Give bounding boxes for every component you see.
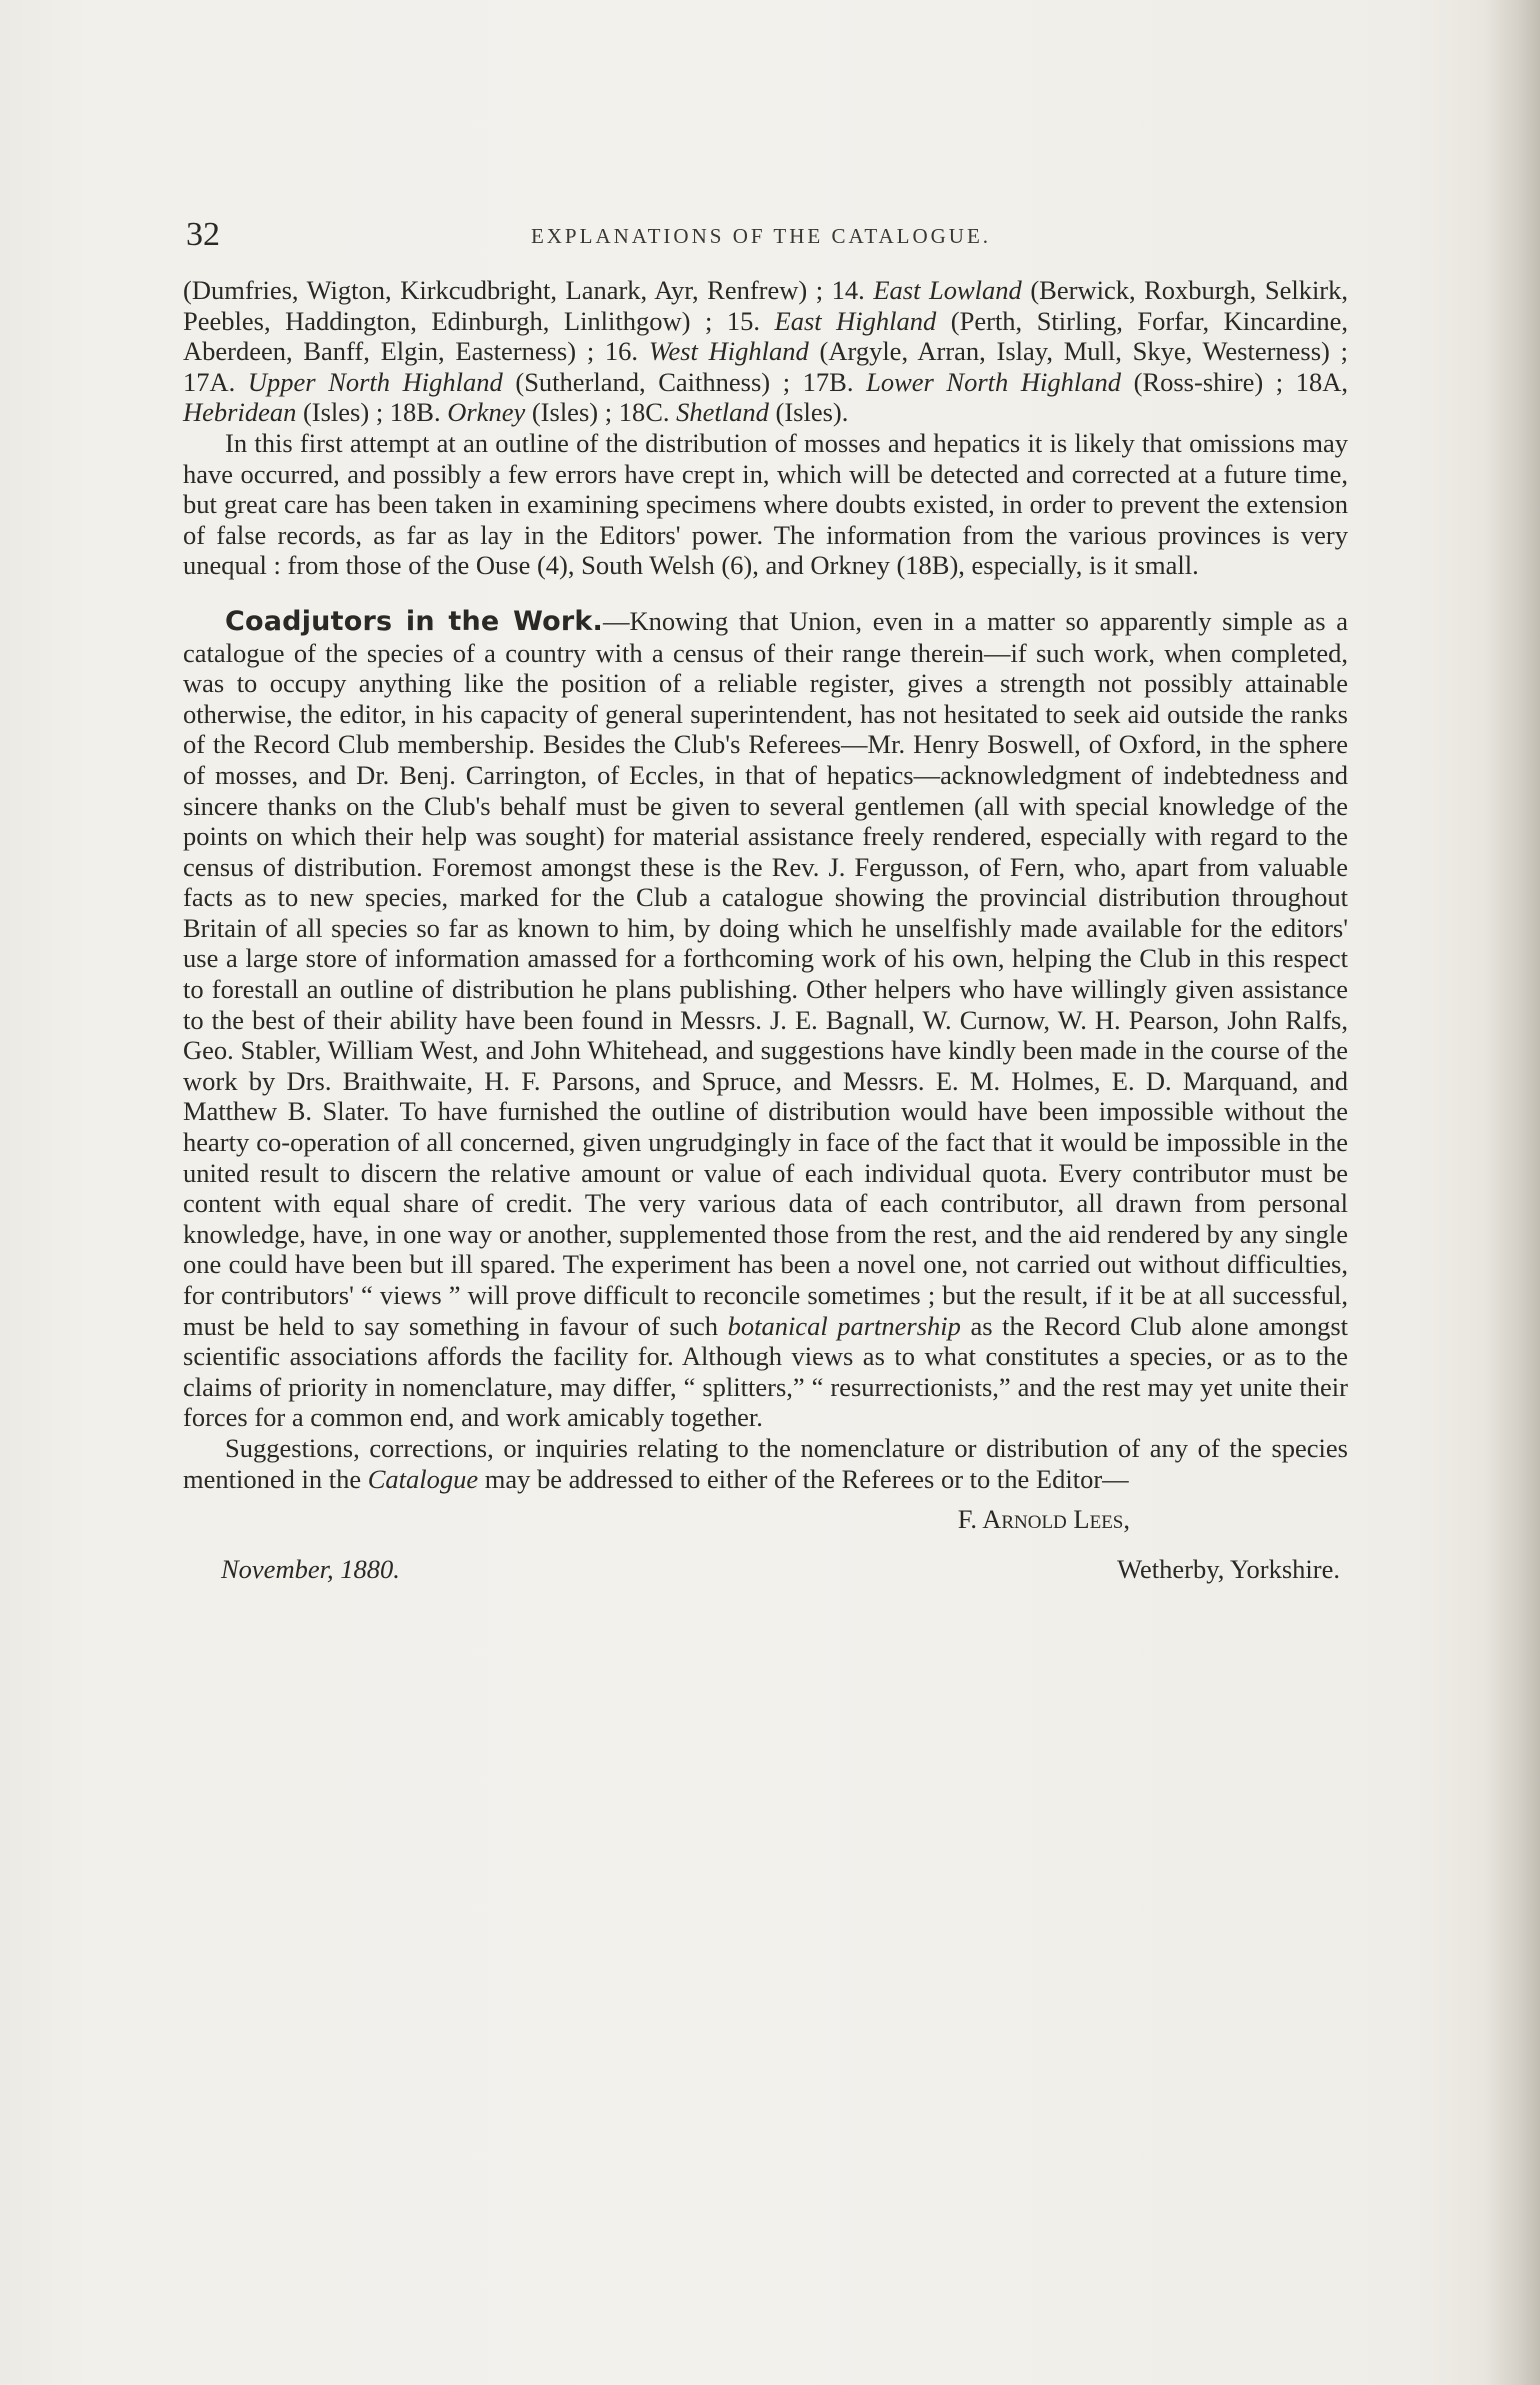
header-title: EXPLANATIONS OF THE CATALOGUE. bbox=[530, 224, 992, 248]
paragraph-suggestions: Suggestions, corrections, or inquiries relating to the nomenclature or distribution of any of the species mentioned in the Catalogue may be addressed to either of the Referees or to the Editor— bbox=[183, 1432, 1348, 1494]
page-number: 32 bbox=[186, 216, 220, 253]
body-text bbox=[183, 275, 1348, 1604]
paragraph-provinces: (Dumfries, Wigton, Kirkcudbright, Lanark, Ayr, Renfrew) ; 14. East Lowland (Berwick, Roxburgh, Selkirk, Peebles, Haddington, Edinburgh, Linlithgow) ; 15. East Highland (Perth, Stirling, Forfar, Kincardine, Aberdeen, Banff, Elgin, Easterness) ; 16. West Highland (Argyle, Arran, Islay, Mull, Skye, Westerness) ; 17A. Upper North Highland (Sutherland, Caithness) ; 17B. Lower North Highland (Ross-shire) ; 18A, Hebridean (Isles) ; 18B. Orkney (Isles) ; 18C. Shetland (Isles). bbox=[183, 275, 1349, 428]
signature-date: November, 1880. bbox=[221, 1554, 400, 1585]
signature-block bbox=[183, 1504, 1348, 1604]
paragraph-first-attempt: In this first attempt at an outline of the distribution of mosses and hepatics it is likely that omissions may have occurred, and possibly a few errors have crept in, which will be detected and corrected at a future time, but great care has been taken in examining specimens where doubts existed, in order to prevent the extension of false records, as far as lay in the Editors' power. The information from the various provinces is very unequal : from those of the Ouse (4), South Welsh (6), and Orkney (18B), especially, is it small. bbox=[183, 427, 1348, 581]
section-heading: Coadjutors in the Work. bbox=[225, 605, 603, 637]
running-head bbox=[186, 215, 1336, 255]
signature-place: Wetherby, Yorkshire. bbox=[1117, 1554, 1340, 1585]
page-edge-shadow bbox=[1484, 0, 1540, 2385]
paragraph-coadjutors: Coadjutors in the Work.—Knowing that Union, even in a matter so apparently simple as a catalogue of the species of a country with a census of their range therein—if such work, when completed, was to occupy anything like the position of a reliable register, gives a strength not possibly attainable otherwise, the editor, in his capacity of general superintendent, has not hesitated to seek aid outside the ranks of the Record Club membership. Besides the Club's Referees—Mr. Henry Boswell, of Oxford, in the sphere of mosses, and Dr. Benj. Carrington, of Eccles, in that of hepatics—acknowledgment of indebtedness and sincere thanks on the Club's behalf must be given to several gentlemen (all with special knowledge of the points on which their help was sought) for material assistance freely rendered, especially with regard to the census of distribution. Foremost amongst these is the Rev. J. Fergusson, of Fern, who, apart from valuable facts as to new species, marked for the Club a catalogue showing the provincial distribution throughout Britain of all species so far as known to him, by doing which he unselfishly made available for the editors' use a large store of information amassed for a forthcoming work of his own, helping the Club in this respect to forestall an outline of distribution he plans publishing. Other helpers who have willingly given assistance to the best of their ability have been found in Messrs. J. E. Bagnall, W. Curnow, W. H. Pearson, John Ralfs, Geo. Stabler, William West, and John Whitehead, and suggestions have kindly been made in the course of the work by Drs. Braithwaite, H. F. Parsons, and Spruce, and Messrs. E. M. Holmes, E. D. Marquand, and Matthew B. Slater. To have furnished the outline of distribution would have been impossible without the hearty co-operation of all concerned, given ungrudgingly in face of the fact that it would be impossible in the united result to discern the relative amount or value of each individual quota. Every contributor must be content with equal share of credit. The very various data of each contributor, all drawn from personal knowledge, have, in one way or another, supplemented those from the rest, and the aid rendered by any single one could have been but ill spared. The experiment has been a novel one, not carried out without difficulties, for contributors' “ views ” will prove difficult to reconcile sometimes ; but the result, if it be at all successful, must be held to say something in favour of such botanical partnership as the Record Club alone amongst scientific associations affords the facility for. Although views as to what constitutes a species, or as to the claims of priority in nomenclature, may differ, “ splitters,” “ resurrectionists,” and the rest may yet unite their forces for a common end, and work amicably together. bbox=[183, 605, 1349, 1433]
signature-name: F. Arnold Lees, bbox=[957, 1504, 1130, 1535]
